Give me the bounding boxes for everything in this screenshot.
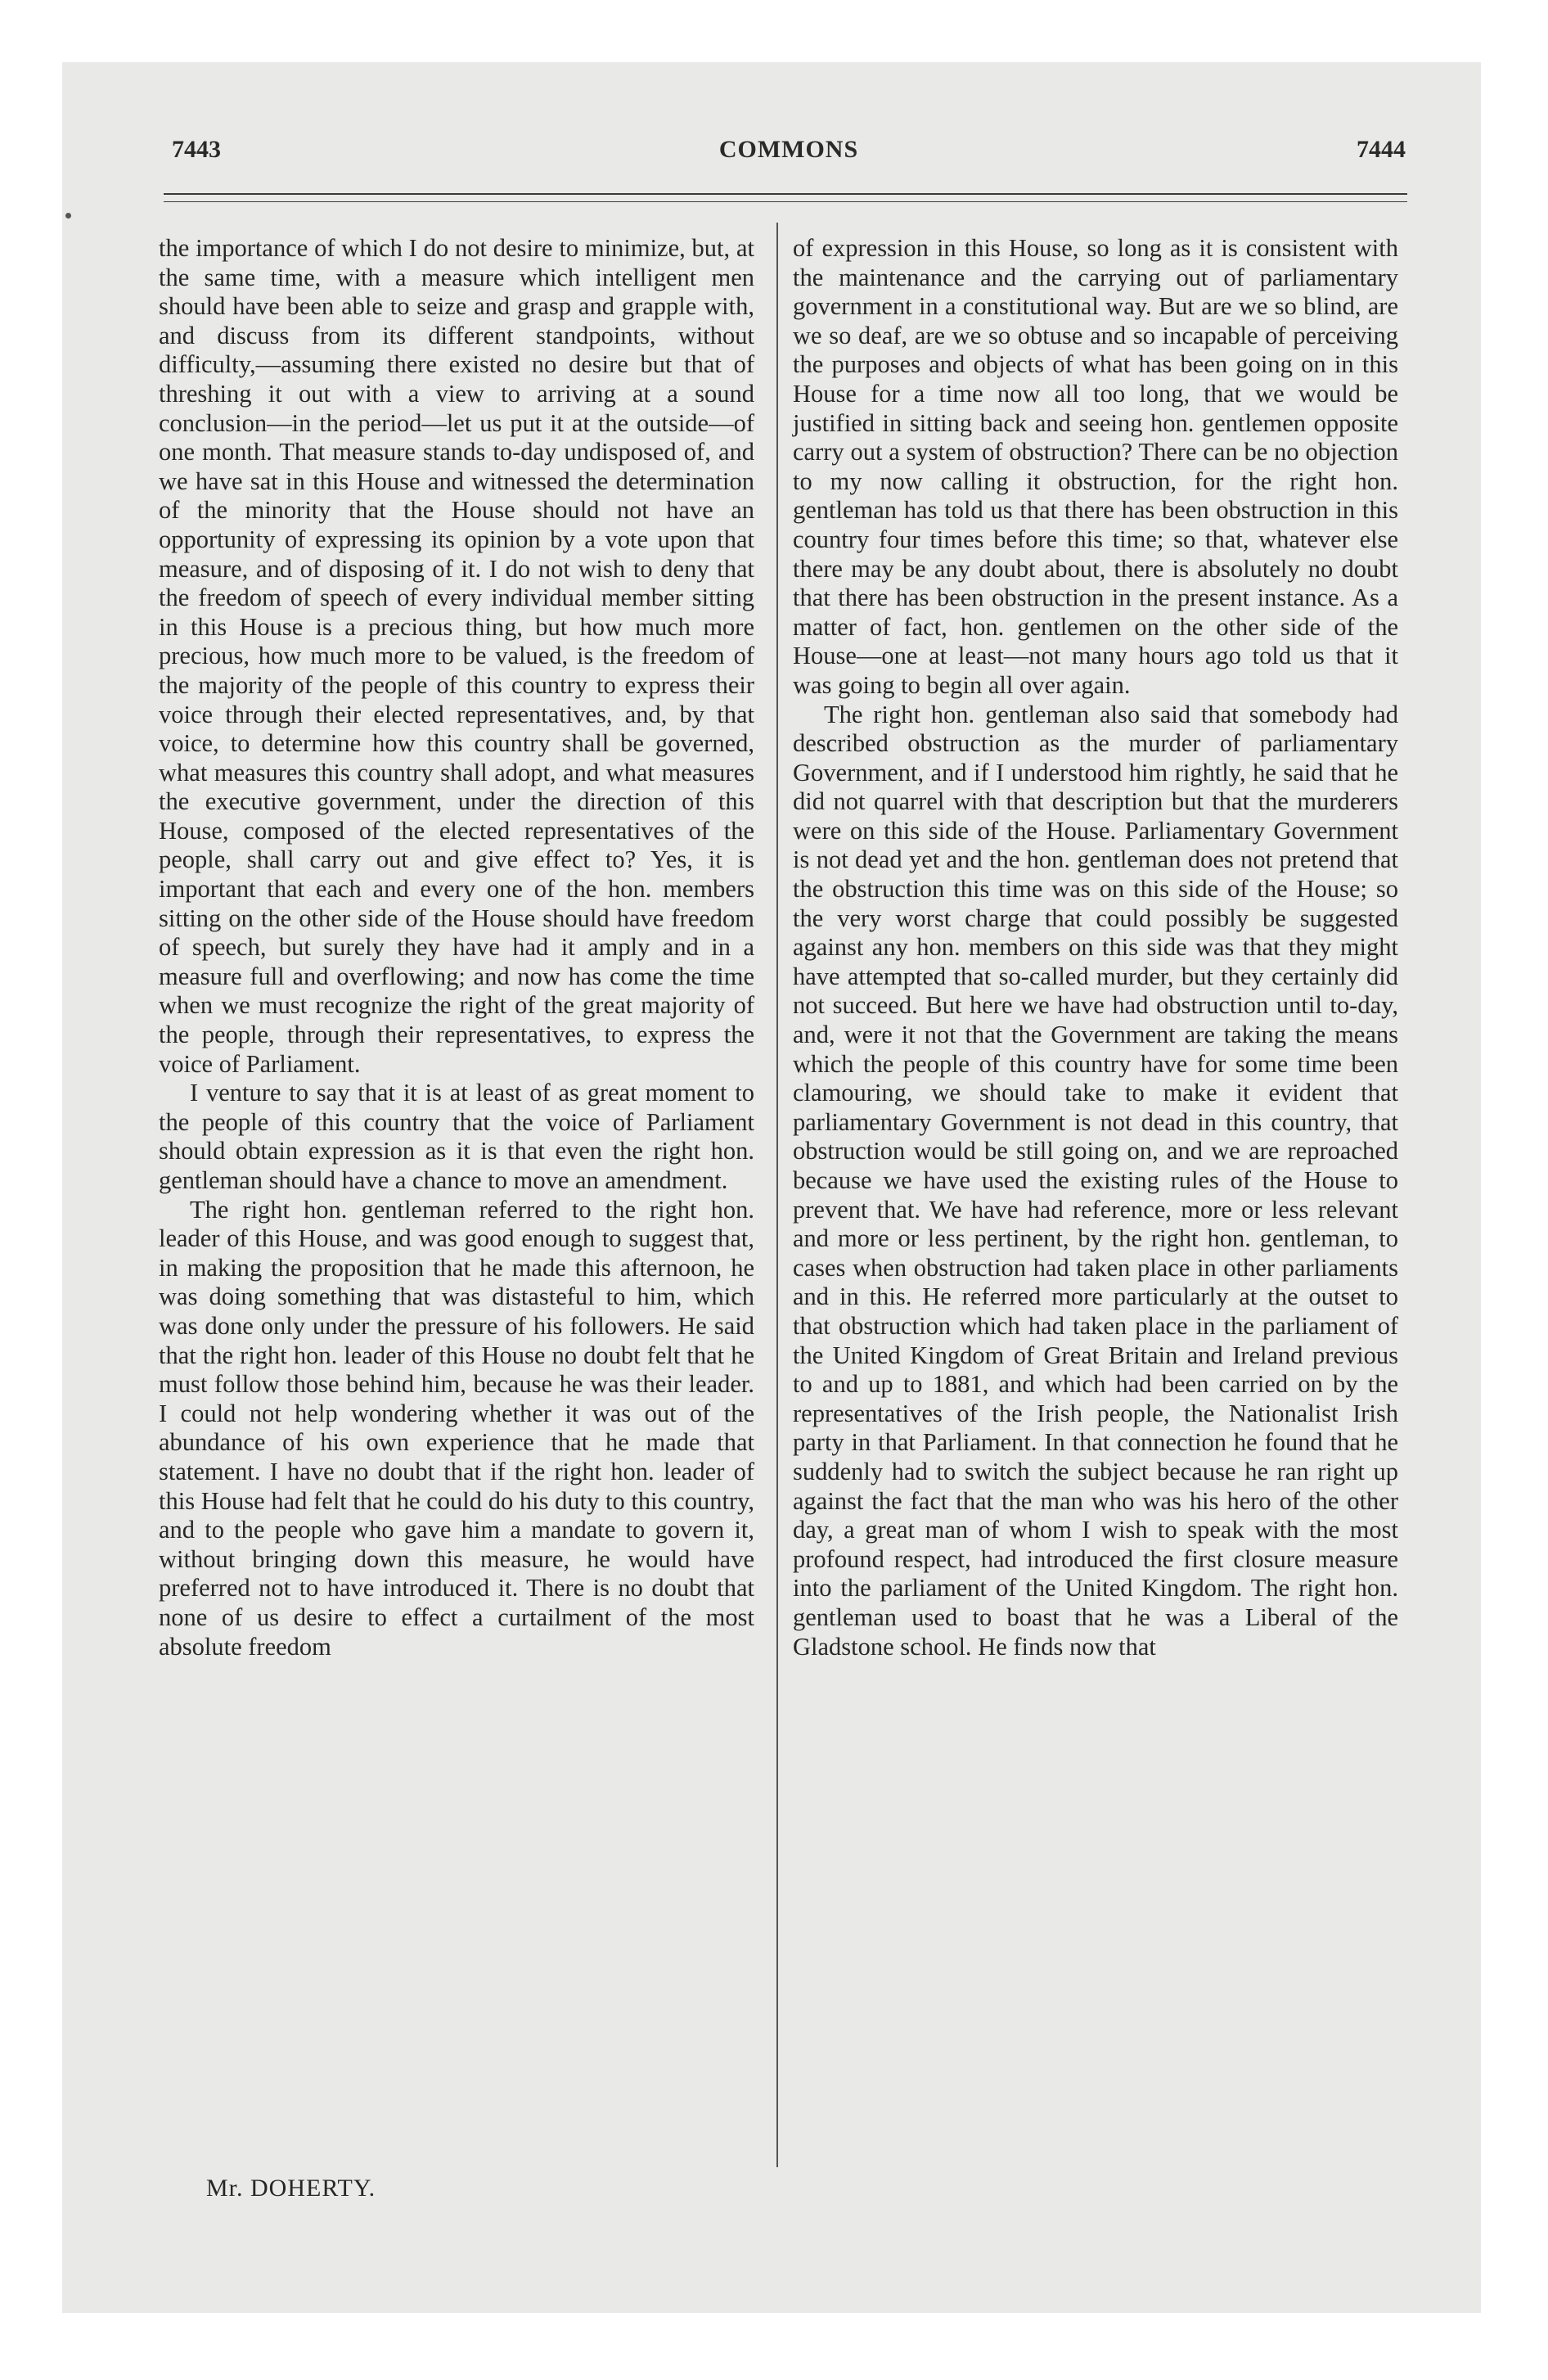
- paragraph: The right hon. gentleman referred to the right hon. leader of this House, and was good enough to suggest that, in making the proposition that he made this afternoon, he was doing something that was distasteful to him, which was done only under the pressure of his followers. He said that the right hon. leader of this House no doubt felt that he must follow those behind him, because he was their leader. I could not help wondering whether it was out of the abundance of his own experience that he made that statement. I have no doubt that if the right hon. leader of this House had felt that he could do his duty to this country, and to the people who gave him a mandate to govern it, without bringing down this measure, he would have preferred not to have introduced it. There is no doubt that none of us desire to effect a curtailment of the most absolute freedom: [159, 1195, 754, 1661]
- margin-speck: [65, 213, 71, 219]
- paragraph: The right hon. gentleman also said that somebody had described obstruction as the murder of parliamentary Government, and if I understood him rightly, he said that he did not quarrel with that description but that the murderers were on this side of the House. Parliamentary Government is not dead yet and the hon. gentleman does not pretend that the obstruction this time was on this side of the House; so the very worst charge that could possibly be suggested against any hon. members on this side was that they might have attempted that so-called murder, but they certainly did not succeed. But here we have had obstruction until to-day, and, were it not that the Government are taking the means which the people of this country have for some time been clamouring, we should take to make it evident that parliamentary Government is not dead in this country, that obstruction would be still going on, and we are reproached because we have used the existing rules of the House to prevent that. We have had reference, more or less relevant and more or less pertinent, by the right hon. gentleman, to cases when obstruction had taken place in other parliaments and in this. He referred more particularly at the outset to that obstruction which had taken place in the parliament of the United Kingdom of Great Britain and Ireland previous to and up to 1881, and which had been carried on by the representatives of the Irish people, the Nationalist Irish party in that Parliament. In that connection he found that he suddenly had to switch the subject because he ran right up against the fact that the man who was his hero of the other day, a great man of whom I wish to speak with the most profound respect, had introduced the first closure measure into the parliament of the United Kingdom. The right hon. gentleman used to boast that he was a Liberal of the Gladstone school. He finds now that: [793, 700, 1398, 1661]
- section-title: COMMONS: [718, 136, 859, 163]
- paragraph: of expression in this House, so long as it is consistent with the maintenance and the carrying out of parliamentary government in a constitutional way. But are we so blind, are we so deaf, are we so obtuse and so incapable of perceiving the purposes and objects of what has been going on in this House for a time now all too long, that we would be justified in sitting back and seeing hon. gentlemen opposite carry out a system of obstruction? There can be no objection to my now calling it obstruction, for the right hon. gentleman has told us that there has been obstruction in this country four times before this time; so that, whatever else there may be any doubt about, there is absolutely no doubt that there has been obstruction in the present instance. As a matter of fact, hon. gentlemen on the other side of the House—one at least—not many hours ago told us that it was going to begin all over again.: [793, 234, 1398, 699]
- header-rule-thick: [164, 193, 1407, 195]
- paragraph: the importance of which I do not desire to minimize, but, at the same time, with a measure which intelligent men should have been able to seize and grasp and grapple with, and discuss from its different standpoints, without difficulty,—assuming there existed no desire but that of threshing it out with a view to arriving at a sound conclusion—in the period—let us put it at the outside—of one month. That measure stands to-day undisposed of, and we have sat in this House and witnessed the determination of the minority that the House should not have an opportunity of expressing its opinion by a vote upon that measure, and of disposing of it. I do not wish to deny that the freedom of speech of every individual member sitting in this House is a precious thing, but how much more precious, how much more to be valued, is the freedom of the majority of the people of this country to express their voice through their elected representatives, and, by that voice, to determine how this country shall be governed, what measures this country shall adopt, and what measures the executive government, under the direction of this House, composed of the elected representatives of the people, shall carry out and give effect to? Yes, it is important that each and every one of the hon. members sitting on the other side of the House should have freedom of speech, but surely they have had it amply and in a measure full and overflowing; and now has come the time when we must recognize the right of the great majority of the people, through their representatives, to express the voice of Parliament.: [159, 234, 754, 1078]
- paragraph: I venture to say that it is at least of as great moment to the people of this country that the voice of Parliament should obtain expression as it is that even the right hon. gentleman should have a chance to move an amendment.: [159, 1079, 754, 1194]
- page-number-right: 7444: [1357, 136, 1406, 163]
- header-rule-thin: [164, 201, 1407, 202]
- page-number-left: 7443: [172, 136, 221, 163]
- left-column: [159, 234, 754, 1661]
- right-column: [793, 234, 1398, 1661]
- page-header: [172, 136, 1406, 169]
- speaker-name: Mr. DOHERTY.: [206, 2175, 376, 2202]
- column-divider: [776, 223, 778, 2167]
